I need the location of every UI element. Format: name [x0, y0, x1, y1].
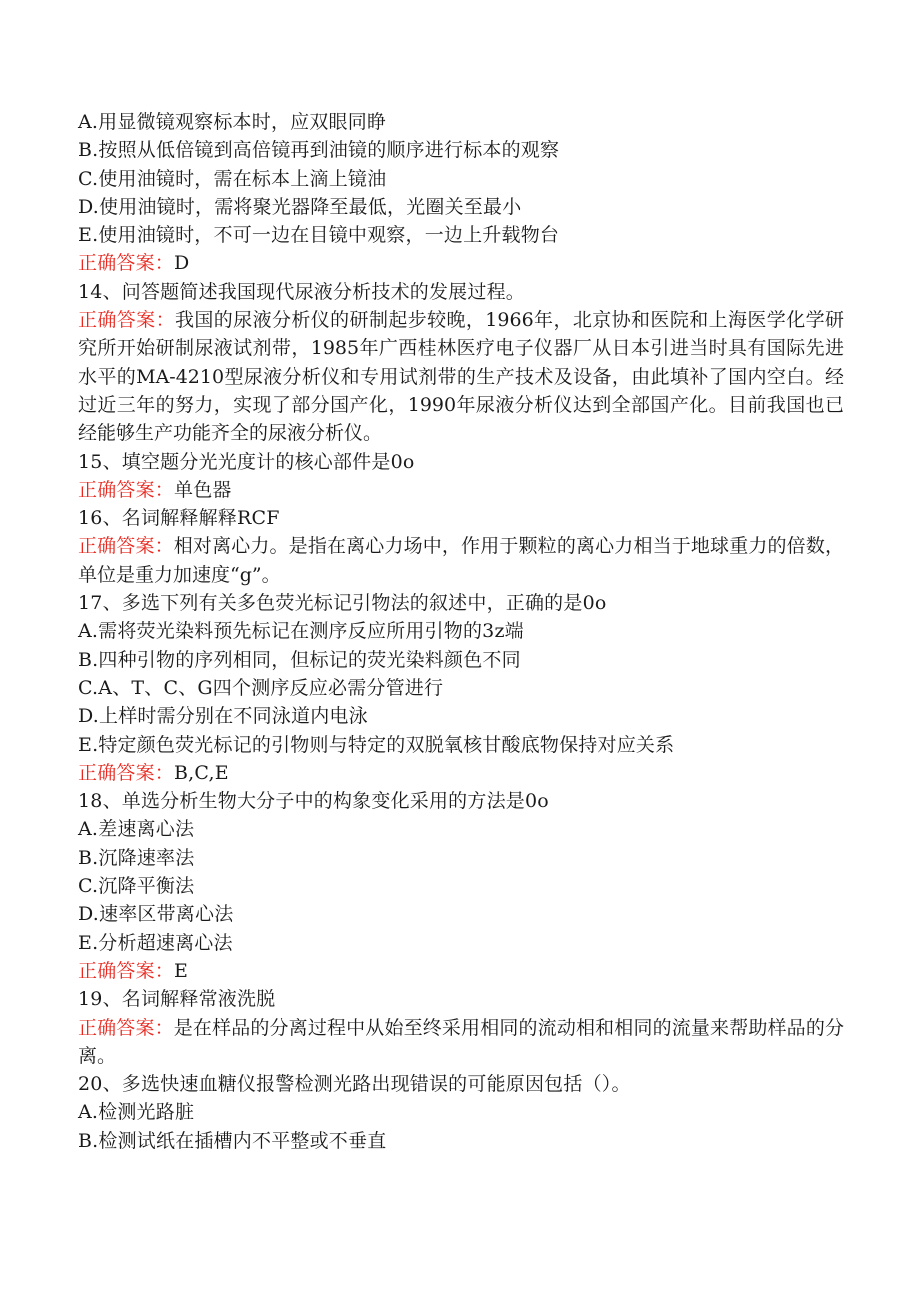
option-line: E.使用油镜时，不可一边在目镜中观察，一边上升载物台: [78, 224, 560, 247]
answer-value: 相对离心力。是指在离心力场中，作用于颗粒的离心力相当于地球重力的倍数，单位是重力加速度“g”。: [78, 535, 844, 586]
answer-label: 正确答案：: [78, 761, 175, 784]
option-line: D.使用油镜时，需将聚光器降至最低，光圈关至最小: [78, 195, 522, 218]
answer-value: D: [174, 252, 190, 275]
option-line: A.差速离心法: [78, 818, 195, 841]
answer-label: 正确答案：: [78, 252, 175, 275]
answer-line: [78, 249, 844, 277]
question-line: 14、问答题简述我国现代尿液分析技术的发展过程。: [78, 280, 525, 303]
question-line: 15、填空题分光光度计的核心部件是0o: [78, 450, 415, 473]
option-line: D.上样时需分别在不同泳道内电泳: [78, 705, 368, 728]
option-line: B.按照从低倍镜到高倍镜再到油镜的顺序进行标本的观察: [78, 139, 560, 162]
question-line: 18、单选分析生物大分子中的构象变化采用的方法是0o: [78, 790, 549, 813]
option-line: C.沉降平衡法: [78, 875, 195, 898]
option-line: B.检测试纸在插槽内不平整或不垂直: [78, 1129, 387, 1152]
option-line: C.A、T、C、G四个测序反应必需分管进行: [78, 676, 444, 699]
answer-label: 正确答案：: [78, 535, 174, 558]
answer-line: [78, 476, 844, 504]
option-line: D.速率区带离心法: [78, 903, 234, 926]
option-line: B.沉降速率法: [78, 846, 195, 869]
option-line: C.使用油镜时，需在标本上滴上镜油: [78, 167, 387, 190]
answer-value: 单色器: [174, 478, 232, 501]
answer-paragraph: [78, 306, 844, 447]
answer-label: 正确答案：: [78, 478, 175, 501]
answer-label: 正确答案：: [78, 1016, 174, 1039]
answer-label: 正确答案：: [78, 309, 175, 332]
option-line: A.需将荧光染料预先标记在测序反应所用引物的3z端: [78, 620, 524, 643]
answer-value: B,C,E: [174, 761, 229, 784]
option-line: A.检测光路脏: [78, 1101, 195, 1124]
answer-value: 是在样品的分离过程中从始至终采用相同的流动相和相同的流量来帮助样品的分离。: [78, 1016, 844, 1067]
answer-paragraph: [78, 532, 844, 589]
option-line: A.用显微镜观察标本时，应双眼同睁: [78, 111, 387, 133]
answer-value: E: [174, 959, 189, 982]
answer-line: [78, 957, 844, 985]
question-line: 16、名词解释解释RCF: [78, 507, 280, 530]
answer-paragraph: [78, 1014, 844, 1071]
question-list: [78, 108, 844, 1155]
question-line: 17、多选下列有关多色荧光标记引物法的叙述中，正确的是0o: [78, 592, 607, 615]
option-line: B.四种引物的序列相同，但标记的荧光染料颜色不同: [78, 648, 521, 671]
option-line: E.特定颜色荧光标记的引物则与特定的双脱氧核甘酸底物保持对应关系: [78, 733, 675, 756]
answer-line: [78, 759, 844, 787]
answer-label: 正确答案：: [78, 959, 175, 982]
answer-value: 我国的尿液分析仪的研制起步较晚，1966年，北京协和医院和上海医学化学研究所开始研制尿液试剂带，1985年广西桂林医疗电子仪器厂从日本引进当时具有国际先进水平的MA-4210型尿液分析仪和专用试剂带的生产技术及设备，由此填补了国内空白。经过近三年的努力，实现了部分国产化，1990年尿液分析仪达到全部国产化。目前我国也已经能够生产功能齐全的尿液分析仪。: [78, 309, 844, 445]
question-line: 20、多选快速血糖仪报警检测光路出现错误的可能原因包括（）。: [78, 1073, 631, 1096]
question-line: 19、名词解释常液洗脱: [78, 988, 276, 1011]
option-line: E.分析超速离心法: [78, 931, 233, 954]
